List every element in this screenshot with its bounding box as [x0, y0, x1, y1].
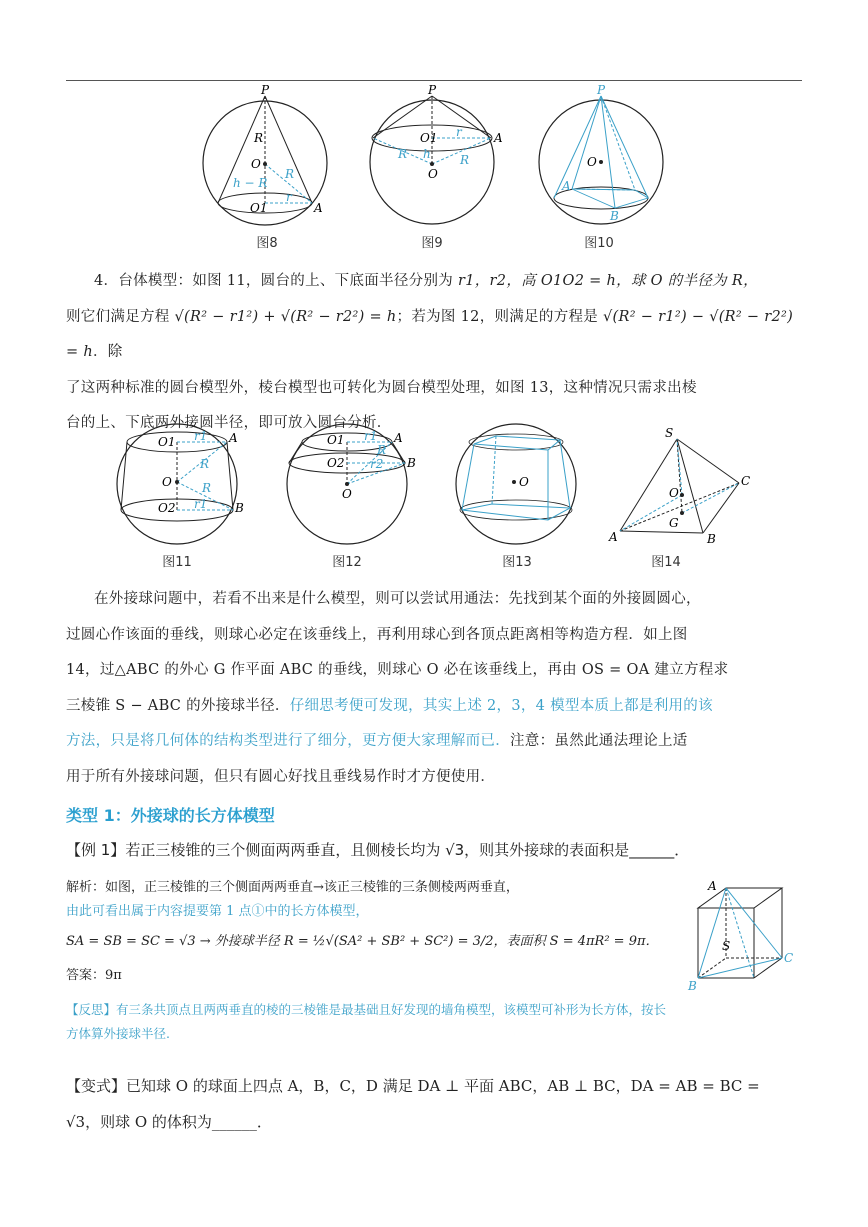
fig10-label-P: P: [597, 83, 606, 97]
para2-line2: 过圆心作该面的垂线，则球心必定在该垂线上，再利用球心到各顶点距离相等构造方程．如上图: [66, 626, 688, 643]
caption-fig11: 图11: [162, 555, 192, 570]
fig9-label-R2: R: [460, 153, 470, 167]
fig11-label-R: R: [200, 457, 210, 471]
fig12-label-r2: r2: [370, 457, 384, 471]
fig9-label-P: P: [428, 83, 437, 97]
figure-9: [370, 83, 504, 236]
fig12-label-r1: r1: [364, 429, 378, 443]
section-title: 类型 1：外接球的长方体模型: [66, 806, 275, 825]
fig9-label-r: r: [456, 125, 462, 139]
fig12-label-O1: O1: [327, 433, 345, 447]
fig9-label-A: A: [494, 131, 503, 145]
solution-line2: 由此可看出属于内容提要第 1 点①中的长方体模型，: [66, 904, 369, 919]
variant: [66, 1068, 806, 1140]
fig14-label-A: A: [609, 530, 618, 544]
figure-11: [112, 420, 252, 550]
fig8-label-O1: O1: [250, 201, 268, 215]
reflection: [66, 998, 806, 1046]
fig11-label-r2: r1: [194, 497, 208, 511]
figure-14: [605, 425, 755, 550]
fig9-label-h: h: [423, 147, 431, 161]
para1-line1: 4．台体模型：如图 11，圆台的上、下底面半径分别为 r1，r2，高 O1O2 = h，球 O 的半径为 R，: [94, 273, 758, 289]
example-1: 【例 1】若正三棱锥的三个侧面两两垂直，且侧棱长均为 √3，则其外接球的表面积是______．: [66, 841, 690, 859]
para2-line3: 14，过△ABC 的外心 G 作平面 ABC 的垂线，则球心 O 必在该垂线上，再由 OS = OA 建立方程求: [66, 662, 729, 678]
caption-fig14: 图14: [651, 555, 681, 570]
caption-fig13: 图13: [502, 555, 532, 570]
fig11-label-A: A: [229, 431, 238, 445]
fig14-label-C: C: [741, 474, 751, 488]
fig12-label-R: R: [377, 443, 387, 457]
solution: [66, 876, 686, 954]
variant-line2: √3，则球 O 的体积为______．: [66, 1113, 272, 1131]
cube-label-C: C: [784, 951, 794, 965]
fig12-label-O: O: [342, 487, 352, 501]
figure-13: [452, 420, 582, 550]
fig8-label-r: r: [286, 190, 292, 204]
reflection-line2: 方体算外接球半径.: [66, 1026, 170, 1041]
fig10-label-B: B: [610, 209, 619, 223]
fig10-label-A: A: [562, 179, 571, 193]
figure-10: [537, 83, 671, 236]
fig14-label-S: S: [665, 426, 674, 440]
cube-label-B: B: [688, 979, 697, 993]
fig11-label-r1: r1: [194, 429, 208, 443]
para2-line5: 方法，只是将几何体的结构类型进行了细分，更方便大家理解而已．注意：虽然此通法理论上适: [66, 733, 688, 749]
fig11-label-O1: O1: [158, 435, 176, 449]
fig8-label-R2: R: [285, 167, 295, 181]
formula-diff: √(R² − r1²) − √(R² − r2²) = h: [66, 308, 794, 360]
fig11-label-R2: R: [202, 481, 212, 495]
caption-fig10: 图10: [584, 236, 614, 251]
caption-fig8: 图8: [256, 236, 278, 251]
para1-line3: 了这两种标准的圆台模型外，棱台模型也可转化为圆台模型处理，如图 13，这种情况只需求出棱: [66, 379, 697, 396]
para2-line6: 用于所有外接球问题，但只有圆心好找且垂线易作时才方便使用．: [66, 768, 496, 785]
fig9-label-O: O: [428, 167, 438, 181]
para1-line4: 台的上、下底两外接圆半径，即可放入圆台分析．: [66, 415, 392, 431]
variant-line1: 【变式】已知球 O 的球面上四点 A，B，C，D 满足 DA ⊥ 平面 ABC，AB ⊥ BC，DA = AB = BC =: [66, 1077, 760, 1095]
fig11-label-O2: O2: [158, 501, 176, 515]
reflection-line1: 【反思】有三条共顶点且两两垂直的棱的三棱锥是最基础且好发现的墙角模型，该模型可补形为长方体，按长: [66, 1002, 667, 1017]
solution-line3: SA = SB = SC = √3 → 外接球半径 R = ½√(SA² + SB² + SC²) = 3/2，表面积 S = 4πR² = 9π．: [66, 934, 659, 949]
paragraph-frustum-model: [66, 264, 804, 442]
fig12-label-A: A: [394, 431, 403, 445]
fig11-label-B: B: [235, 501, 244, 515]
fig12-label-B: B: [407, 456, 416, 470]
fig14-label-G: G: [669, 516, 679, 530]
fig8-label-R: R: [254, 131, 264, 145]
fig12-label-O2: O2: [327, 456, 345, 470]
caption-fig12: 图12: [332, 555, 362, 570]
fig9-label-R: R: [398, 147, 408, 161]
caption-fig9: 图9: [421, 236, 443, 251]
figure-12: [282, 420, 422, 550]
fig8-label-A: A: [314, 201, 323, 215]
para1-line2: 则它们满足方程 √(R² − r1²) + √(R² − r2²) = h；若为图 12，则满足的方程是 √(R² − r1²) − √(R² − r2²) = h．除: [66, 308, 794, 360]
figure-8: [200, 83, 332, 236]
formula-sum: √(R² − r1²) + √(R² − r2²) = h: [174, 308, 397, 325]
figure-cube: [688, 880, 800, 995]
fig8-label-O: O: [251, 157, 261, 171]
solution-line1: 解析：如图，正三棱锥的三个侧面两两垂直→该正三棱锥的三条侧棱两两垂直，: [66, 880, 519, 895]
fig11-label-O: O: [162, 475, 172, 489]
fig14-label-B: B: [707, 532, 716, 546]
fig9-label-O1: O1: [420, 131, 438, 145]
cube-label-S: S: [722, 939, 731, 953]
para2-line4: 三棱锥 S − ABC 的外接球半径．仔细思考便可发现，其实上述 2，3，4 模型本质上都是利用的该: [66, 697, 713, 714]
fig8-label-hR: h − R: [233, 176, 268, 190]
para2-line1: 在外接球问题中，若看不出来是什么模型，则可以尝试用通法：先找到某个面的外接圆圆心，: [94, 591, 701, 607]
header-rule: [66, 80, 802, 81]
fig10-label-O: O: [587, 155, 597, 169]
answer: 答案：9π: [66, 968, 122, 983]
fig13-label-O: O: [519, 475, 529, 489]
paragraph-general-method: [66, 582, 804, 795]
fig8-label-P: P: [261, 83, 270, 97]
fig14-label-O: O: [669, 486, 679, 500]
cube-label-A: A: [708, 879, 717, 893]
